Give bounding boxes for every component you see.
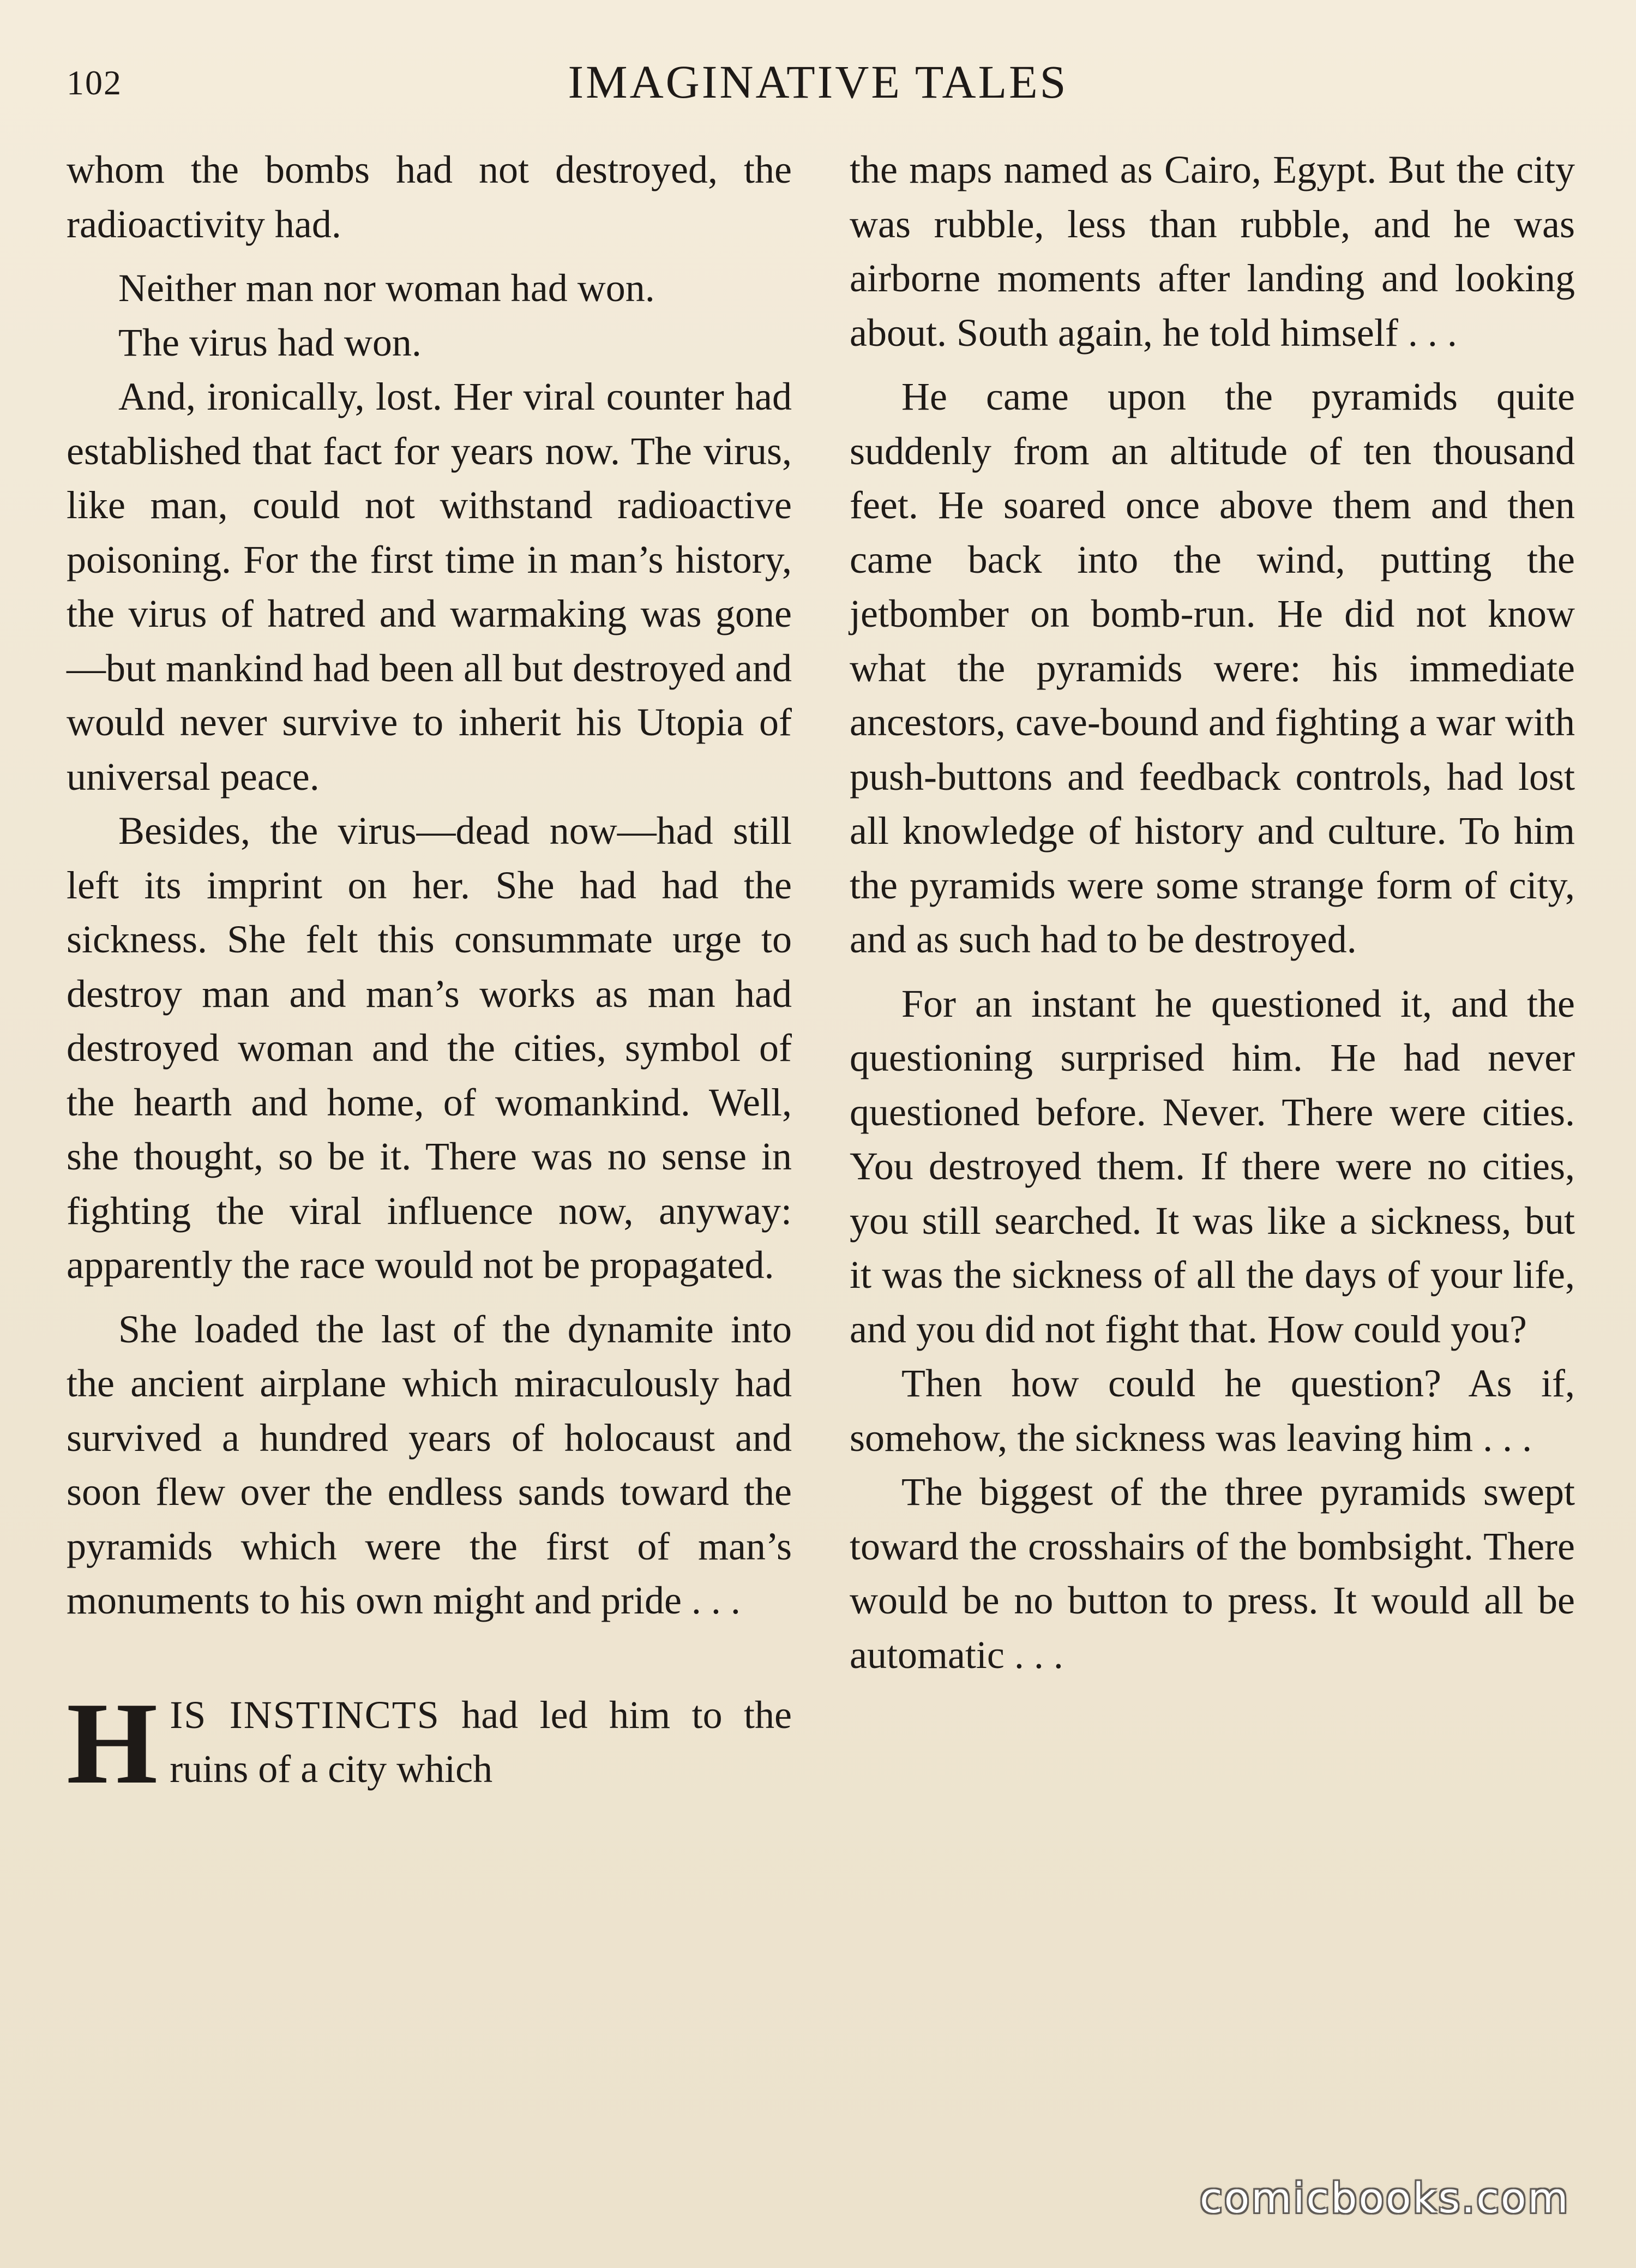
section-lead-words: IS INSTINCTS bbox=[170, 1693, 440, 1737]
running-title: IMAGINATIVE TALES bbox=[568, 56, 1068, 108]
paragraph: The biggest of the three pyramids swept toward the crosshairs of the bombsight. There would be no button to press. It would all be automatic . . . bbox=[850, 1470, 1575, 1677]
paragraph: The virus had won. bbox=[118, 320, 422, 364]
paragraph: He came upon the pyramids quite suddenly from an altitude of ten thousand feet. He soared once above them and then came back into the wind, putting the jetbomber on bomb-run. He did not know what the pyramids were: his immediate ancestors, cave-bound and fighting a war with push-buttons and feedback controls, had lost all knowledge of history and culture. To him the pyramids were some strange form of city, and as such had to be destroyed. bbox=[850, 375, 1575, 961]
paragraph: Besides, the virus—dead now—had still left its imprint on her. She had had the sickness. She felt this consummate urge to destroy man and man’s works as man had destroyed woman and the cities, symbol of the hearth and home, of womankind. Well, she thought, so be it. There was no sense in fighting the viral influence now, anyway: apparently the race would not be propagated. bbox=[67, 809, 792, 1287]
paragraph: For an instant he questioned it, and the questioning surprised him. He had never questioned before. Never. There were cities. You destroyed them. If there were no cities, you still searched. It was like a sickness, but it was the sickness of all the days of your life, and you did not fight that. How could you? bbox=[850, 981, 1575, 1351]
paragraph: She loaded the last of the dynamite into the ancient airplane which miraculously had survived a hundred years of holocaust and soon flew over the endless sands toward the pyramids which were the first of man’s monuments to his own might and pride . . . bbox=[67, 1307, 792, 1622]
right-column bbox=[850, 143, 1575, 1692]
paragraph: whom the bombs had not destroyed, the radioactivity had. bbox=[67, 148, 792, 246]
page-number: 102 bbox=[67, 63, 122, 102]
paragraph: And, ironically, lost. Her viral counter had established that fact for years now. The virus, like man, could not withstand radioactive poisoning. For the first time in man’s history, the virus of hatred and warmaking was gone —but mankind had been all but destroyed and would never survive to inherit his Utopia of universal peace. bbox=[67, 375, 792, 799]
paragraph: Then how could he question? As if, somehow, the sickness was leaving him . . . bbox=[850, 1361, 1575, 1460]
paragraph: Neither man nor woman had won. bbox=[118, 266, 655, 310]
watermark: comicbooks.com bbox=[1200, 2174, 1570, 2222]
paragraph: the maps named as Cairo, Egypt. But the city was rubble, less than rubble, and he was airborne moments after landing and looking about. South again, he told himself . . . bbox=[850, 148, 1575, 355]
page-header bbox=[0, 52, 1636, 117]
drop-cap: H bbox=[67, 1677, 158, 1808]
section-opening-paragraph bbox=[67, 1677, 792, 1808]
left-column bbox=[67, 143, 792, 1808]
section-text: had led him to the ruins of a city which bbox=[170, 1693, 792, 1791]
